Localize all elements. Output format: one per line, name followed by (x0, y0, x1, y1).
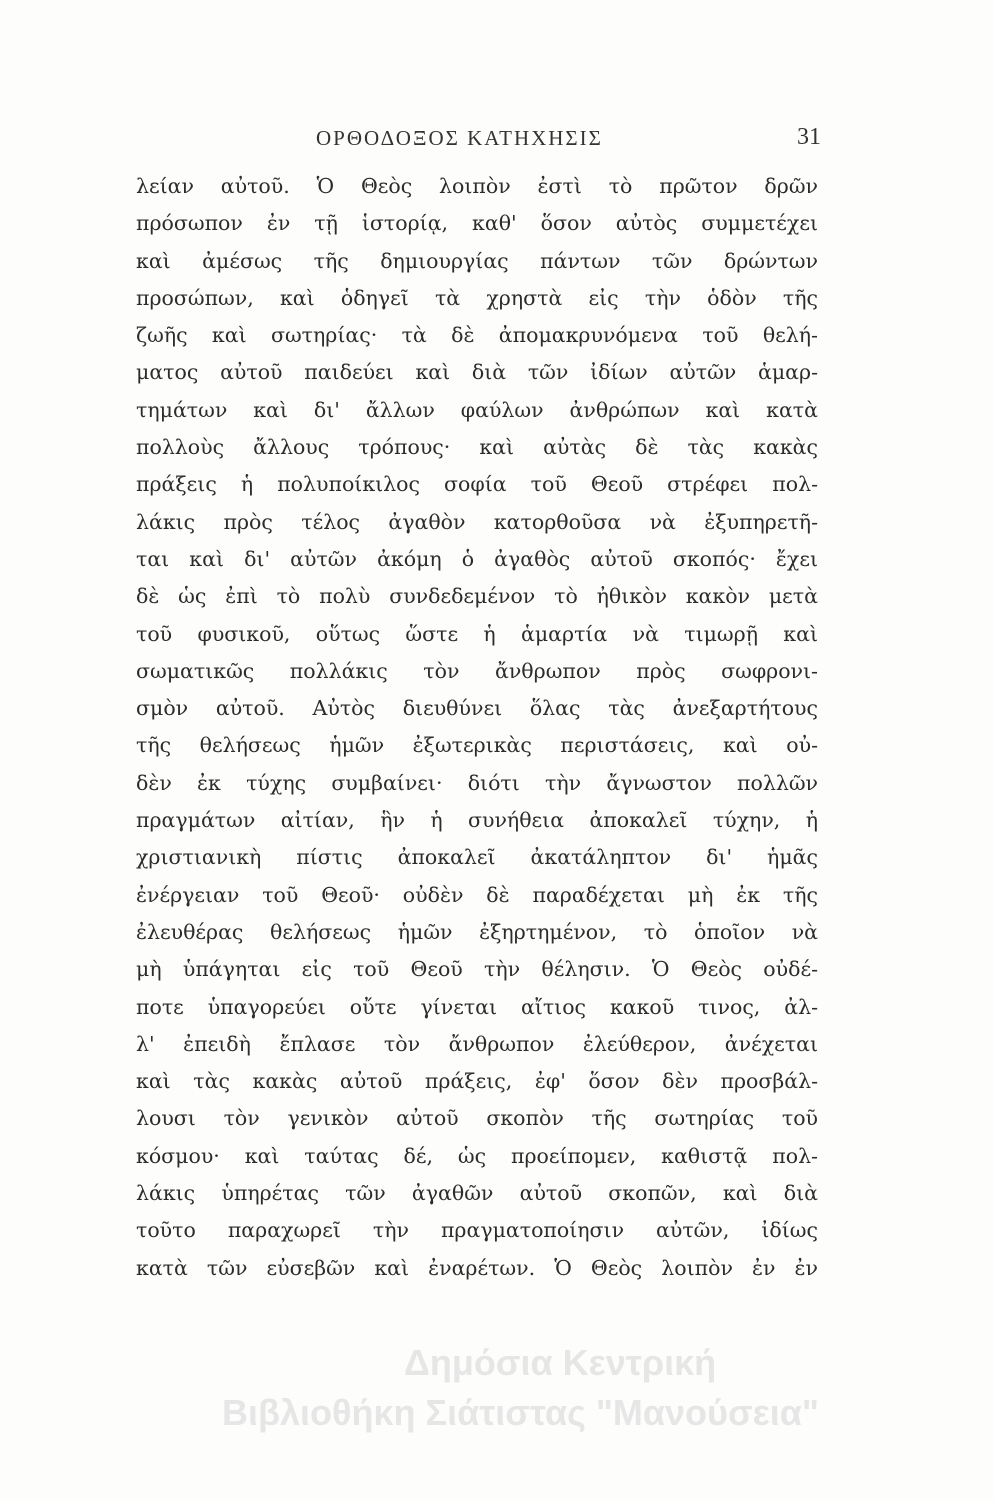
text-line: λουσι τὸν γενικὸν αὐτοῦ σκοπὸν τῆς σωτηρίας τοῦ (136, 1106, 818, 1131)
text-line: δὲ ὡς ἐπὶ τὸ πολὺ συνδεδεμένον τὸ ἠθικὸν κακὸν μετὰ (136, 584, 818, 609)
text-line: σμὸν αὐτοῦ. Αὐτὸς διευθύνει ὅλας τὰς ἀνεξαρτήτους (136, 696, 818, 721)
text-line: τοῦτο παραχωρεῖ τὴν πραγματοποίησιν αὐτῶν, ἰδίως (136, 1218, 818, 1243)
running-title: ΟΡΘΟΔΟΞΟΣ ΚΑΤΗΧΗΣΙΣ (316, 126, 603, 150)
text-line: λ' ἐπειδὴ ἔπλασε τὸν ἄνθρωπον ἐλεύθερον, ἀνέχεται (136, 1031, 818, 1056)
text-line: ται καὶ δι' αὐτῶν ἀκόμη ὁ ἀγαθὸς αὐτοῦ σκοπός· ἔχει (136, 546, 818, 571)
text-line: χριστιανικὴ πίστις ἀποκαλεῖ ἀκατάληπτον δι' ἡμᾶς (136, 845, 818, 870)
text-line: δὲν ἐκ τύχης συμβαίνει· διότι τὴν ἄγνωστον πολλῶν (136, 770, 818, 795)
text-line: πράξεις ἡ πολυποίκιλος σοφία τοῦ Θεοῦ στρέφει πολ- (136, 472, 818, 497)
text-line: ἐλευθέρας θελήσεως ἡμῶν ἐξηρτημένον, τὸ ὁποῖον νὰ (136, 919, 818, 944)
watermark-line-2: Βιβλιοθήκη Σιάτιστας "Μανούσεια" (222, 1392, 819, 1433)
text-line: ποτε ὑπαγορεύει οὔτε γίνεται αἴτιος κακοῦ τινος, ἀλ- (136, 994, 818, 1019)
text-line: πρόσωπον ἐν τῇ ἱστορίᾳ, καθ' ὅσον αὐτὸς συμμετέχει (136, 211, 818, 236)
text-line: κατὰ τῶν εὐσεβῶν καὶ ἐναρέτων. Ὁ Θεὸς λοιπὸν ἐν ἐν (136, 1255, 818, 1280)
text-line: ζωῆς καὶ σωτηρίας· τὰ δὲ ἀπομακρυνόμενα τοῦ θελή- (136, 323, 818, 348)
text-line: κόσμου· καὶ ταύτας δέ, ὡς προείπομεν, καθιστᾷ πολ- (136, 1143, 818, 1168)
text-line: καὶ ἀμέσως τῆς δημιουργίας πάντων τῶν δρώντων (136, 248, 818, 273)
body-text (136, 168, 818, 1287)
text-line: πραγμάτων αἰτίαν, ἣν ἡ συνήθεια ἀποκαλεῖ τύχην, ἡ (136, 808, 818, 833)
text-line: ἐνέργειαν τοῦ Θεοῦ· οὐδὲν δὲ παραδέχεται μὴ ἐκ τῆς (136, 882, 818, 907)
text-line: προσώπων, καὶ ὁδηγεῖ τὰ χρηστὰ εἰς τὴν ὁδὸν τῆς (136, 285, 818, 310)
text-line: λείαν αὐτοῦ. Ὁ Θεὸς λοιπὸν ἐστὶ τὸ πρῶτον δρῶν (136, 174, 818, 198)
page-header (131, 120, 821, 160)
text-line: λάκις ὑπηρέτας τῶν ἀγαθῶν αὐτοῦ σκοπῶν, καὶ διὰ (136, 1181, 818, 1206)
text-line: πολλοὺς ἄλλους τρόπους· καὶ αὐτὰς δὲ τὰς κακὰς (136, 435, 818, 460)
text-line: σωματικῶς πολλάκις τὸν ἄνθρωπον πρὸς σωφρονι- (136, 658, 818, 683)
text-line: καὶ τὰς κακὰς αὐτοῦ πράξεις, ἐφ' ὅσον δὲν προσβάλ- (136, 1069, 818, 1094)
text-line: λάκις πρὸς τέλος ἀγαθὸν κατορθοῦσα νὰ ἐξυπηρετῆ- (136, 509, 818, 534)
watermark-line-1: Δημόσια Κεντρική (404, 1342, 717, 1383)
text-line: τῆς θελήσεως ἡμῶν ἐξωτερικὰς περιστάσεις, καὶ οὐ- (136, 733, 818, 758)
text-line: μὴ ὑπάγηται εἰς τοῦ Θεοῦ τὴν θέλησιν. Ὁ Θεὸς οὐδέ- (136, 957, 818, 982)
text-line: τοῦ φυσικοῦ, οὕτως ὥστε ἡ ἁμαρτία νὰ τιμωρῇ καὶ (136, 621, 818, 646)
text-line: τημάτων καὶ δι' ἄλλων φαύλων ἀνθρώπων καὶ κατὰ (136, 397, 818, 422)
page-number: 31 (797, 124, 821, 150)
text-line: ματος αὐτοῦ παιδεύει καὶ διὰ τῶν ἰδίων αὐτῶν ἁμαρ- (136, 360, 818, 385)
